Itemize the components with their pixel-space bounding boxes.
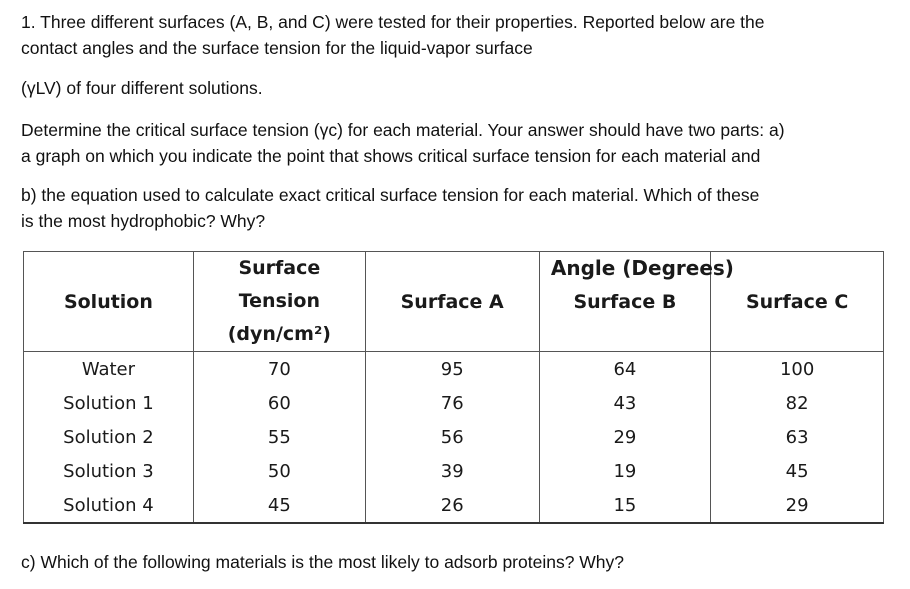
table-header-row [24,252,884,352]
cell-tension: 50 [193,454,365,488]
cell-surface-b: 43 [539,386,711,420]
gamma-lv-line: (γLV) of four different solutions. [21,78,263,98]
cell-surface-c: 100 [711,352,884,387]
part-b-line-1: b) the equation used to calculate exact critical surface tension for each material. Which of these [21,185,760,205]
header-surface-b-label: Surface B [573,290,677,313]
cell-surface-c: 63 [711,420,884,454]
table-row [24,352,884,387]
cell-surface-c: 29 [711,488,884,523]
cell-surface-a: 56 [365,420,539,454]
task-paragraph [21,117,785,169]
cell-surface-b: 15 [539,488,711,523]
cell-surface-a: 39 [365,454,539,488]
table-row [24,386,884,420]
table-row [24,488,884,523]
cell-solution: Solution 3 [24,454,194,488]
cell-surface-a: 26 [365,488,539,523]
header-surface-c: Surface C [711,252,884,352]
cell-solution: Solution 2 [24,420,194,454]
cell-surface-c: 45 [711,454,884,488]
header-surface-tension [193,252,365,352]
cell-solution: Solution 1 [24,386,194,420]
cell-surface-c: 82 [711,386,884,420]
cell-solution: Water [24,352,194,387]
question-intro [21,9,765,61]
cell-tension: 70 [193,352,365,387]
table-row [24,420,884,454]
cell-tension: 45 [193,488,365,523]
cell-surface-b: 19 [539,454,711,488]
part-b-paragraph [21,182,759,234]
cell-surface-b: 29 [539,420,711,454]
header-tension-line-3: (dyn/cm²) [227,323,331,345]
task-line-1: Determine the critical surface tension (γc) for each material. Your answer should have two parts: a) [21,120,785,140]
table-row [24,454,884,488]
part-c-question: c) Which of the following materials is the most likely to adsorb proteins? Why? [21,552,625,572]
intro-line-2: contact angles and the surface tension for the liquid-vapor surface [21,38,533,58]
cell-solution: Solution 4 [24,488,194,523]
cell-surface-a: 76 [365,386,539,420]
task-line-2: a graph on which you indicate the point that shows critical surface tension for each material and [21,146,761,166]
header-tension-line-2: Tension [238,290,320,312]
cell-surface-a: 95 [365,352,539,387]
header-solution: Solution [24,252,194,352]
header-angle-group: Angle (Degrees) [550,256,734,280]
header-tension-line-1: Surface [238,257,321,279]
cell-surface-b: 64 [539,352,711,387]
contact-angle-table [23,251,884,524]
cell-tension: 60 [193,386,365,420]
part-b-line-2: is the most hydrophobic? Why? [21,211,266,231]
header-surface-a-label: Surface A [400,290,504,313]
intro-line-1: 1. Three different surfaces (A, B, and C) were tested for their properties. Reported below are the [21,12,765,32]
cell-tension: 55 [193,420,365,454]
